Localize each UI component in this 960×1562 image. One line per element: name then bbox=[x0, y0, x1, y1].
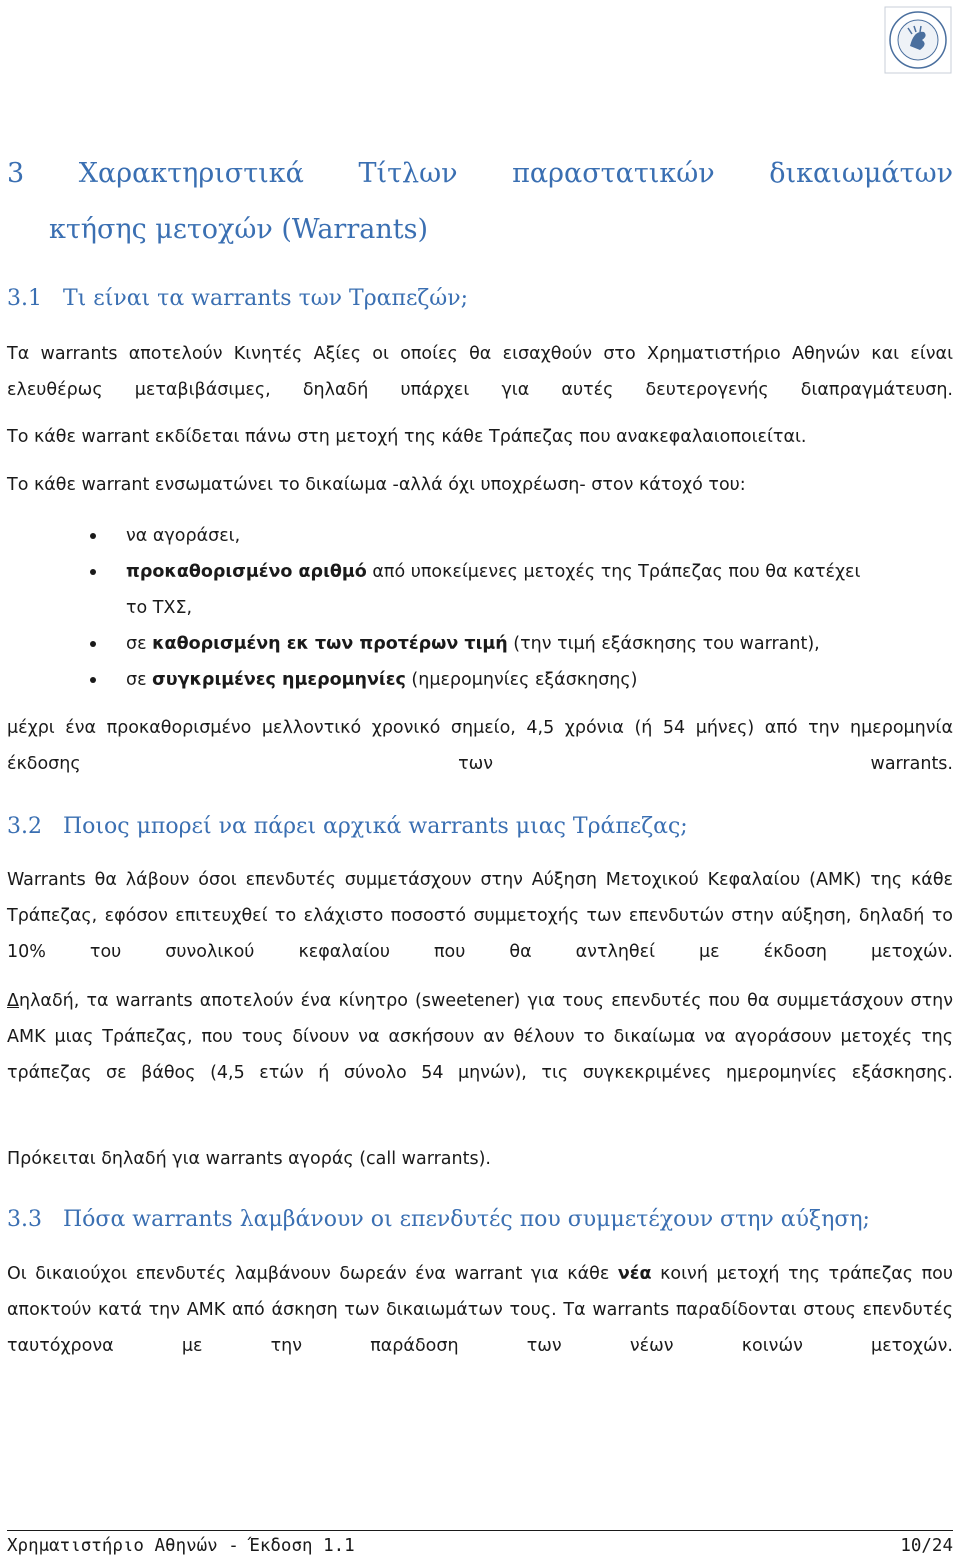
section-title: Ποιος μπορεί να πάρει αρχικά warrants μιας Τράπεζας; bbox=[63, 814, 688, 839]
bullet-dot bbox=[90, 641, 96, 647]
section-number: 3.2 bbox=[7, 814, 42, 839]
chapter-title-word-1: Χαρακτηριστικά bbox=[78, 158, 304, 189]
paragraph-text: κοινή μετοχή της τράπεζας που αποκτούν κατά την ΑΜΚ από άσκηση των δικαιωμάτων τους. Τα warrants παραδίδονται στους επενδυτές ταυτόχρονα με την παράδοση των νέων κοινών μετοχών. bbox=[7, 1264, 953, 1356]
bullet-dot bbox=[90, 533, 96, 539]
section-number: 3.1 bbox=[7, 286, 42, 311]
list-item-text: σε bbox=[126, 634, 153, 654]
list-item-text: το ΤΧΣ, bbox=[126, 598, 193, 618]
section-3-1-heading bbox=[7, 286, 468, 311]
section-3-2-heading bbox=[7, 814, 688, 839]
list-item bbox=[126, 662, 637, 698]
footer-title: Χρηματιστήριο Αθηνών - Έκδοση 1.1 bbox=[7, 1536, 355, 1556]
section-title: Πόσα warrants λαμβάνουν οι επενδυτές που συμμετέχουν στην αύξηση; bbox=[63, 1207, 870, 1232]
list-item-text: σε bbox=[126, 670, 153, 690]
page-number: 10/24 bbox=[900, 1536, 953, 1556]
bullet-dot bbox=[90, 677, 96, 683]
chapter-heading bbox=[7, 146, 953, 258]
paragraph bbox=[7, 1256, 953, 1364]
emphasis-text: προκαθορισμένο αριθμό bbox=[126, 562, 367, 582]
list-item-text: (ημερομηνίες εξάσκησης) bbox=[405, 670, 638, 690]
emphasis-text: καθορισμένη εκ των προτέρων τιμή bbox=[152, 634, 508, 654]
paragraph: Τα warrants αποτελούν Κινητές Αξίες οι οποίες θα εισαχθούν στο Χρηματιστήριο Αθηνών και είναι ελευθέρως μεταβιβάσιμες, δηλαδή υπάρχει για αυτές δευτερογενής διαπραγμάτευση. bbox=[7, 344, 953, 400]
paragraph-text: Οι δικαιούχοι επενδυτές λαμβάνουν δωρεάν ένα warrant για κάθε bbox=[7, 1264, 618, 1284]
chapter-title-line-2: κτήσης μετοχών (Warrants) bbox=[49, 214, 428, 245]
paragraph bbox=[7, 983, 953, 1091]
paragraph-text: ηλαδή, τα warrants αποτελούν ένα κίνητρο (sweetener) για τους επενδυτές που θα συμμετάσχουν στην ΑΜΚ μιας Τράπεζας, που τους δίνουν να ασκήσουν αν θέλουν το δικαίωμα να αγοράσουν μετοχές της τράπεζας σε βάθος (4,5 ετών ή σύνολο 54 μηνών), τις συγκεκριμένες ημερομηνίες εξάσκησης. bbox=[7, 991, 953, 1083]
list-item bbox=[126, 626, 820, 662]
list-item-text: (την τιμή εξάσκησης του warrant), bbox=[507, 634, 820, 654]
paragraph: Warrants θα λάβουν όσοι επενδυτές συμμετάσχουν στην Αύξηση Μετοχικού Κεφαλαίου (ΑΜΚ) της κάθε Τράπεζας, εφόσον επιτευχθεί το ελάχιστο ποσοστό συμμετοχής των επενδυτών στην αύξηση, δηλαδή το 10% του συνολικού κεφαλαίου που θα αντληθεί με έκδοση μετοχών. bbox=[7, 870, 953, 962]
paragraph: Το κάθε warrant εκδίδεται πάνω στη μετοχή της κάθε Τράπεζας που ανακεφαλαιοποιείται. bbox=[7, 427, 807, 447]
footer-divider bbox=[7, 1530, 953, 1531]
paragraph: Το κάθε warrant ενσωματώνει το δικαίωμα -αλλά όχι υποχρέωση- στον κάτοχό του: bbox=[7, 475, 746, 495]
list-item-text: από υποκείμενες μετοχές της Τράπεζας που θα κατέχει bbox=[366, 562, 861, 582]
paragraph: μέχρι ένα προκαθορισμένο μελλοντικό χρονικό σημείο, 4,5 χρόνια (ή 54 μήνες) από την ημερομηνία έκδοσης των warrants. bbox=[7, 718, 953, 774]
list-item bbox=[126, 518, 240, 554]
section-3-3-heading bbox=[7, 1207, 870, 1232]
section-title: Τι είναι τα warrants των Τραπεζών; bbox=[63, 286, 469, 311]
chapter-title-word-3: παραστατικών bbox=[512, 158, 715, 189]
bullet-dot bbox=[90, 569, 96, 575]
athens-exchange-logo bbox=[884, 6, 952, 74]
chapter-title-word-4: δικαιωμάτων bbox=[769, 158, 953, 189]
emphasis-text: συγκριμένες ημερομηνίες bbox=[152, 670, 406, 690]
chapter-title-word-2: Τίτλων bbox=[358, 158, 458, 189]
emphasis-text: νέα bbox=[617, 1264, 652, 1284]
drop-letter: Δ bbox=[7, 991, 19, 1011]
list-item bbox=[126, 554, 860, 626]
paragraph: Πρόκειται δηλαδή για warrants αγοράς (call warrants). bbox=[7, 1149, 491, 1169]
chapter-number: 3 bbox=[7, 158, 25, 189]
section-number: 3.3 bbox=[7, 1207, 42, 1232]
list-item-text: να αγοράσει, bbox=[126, 526, 241, 546]
